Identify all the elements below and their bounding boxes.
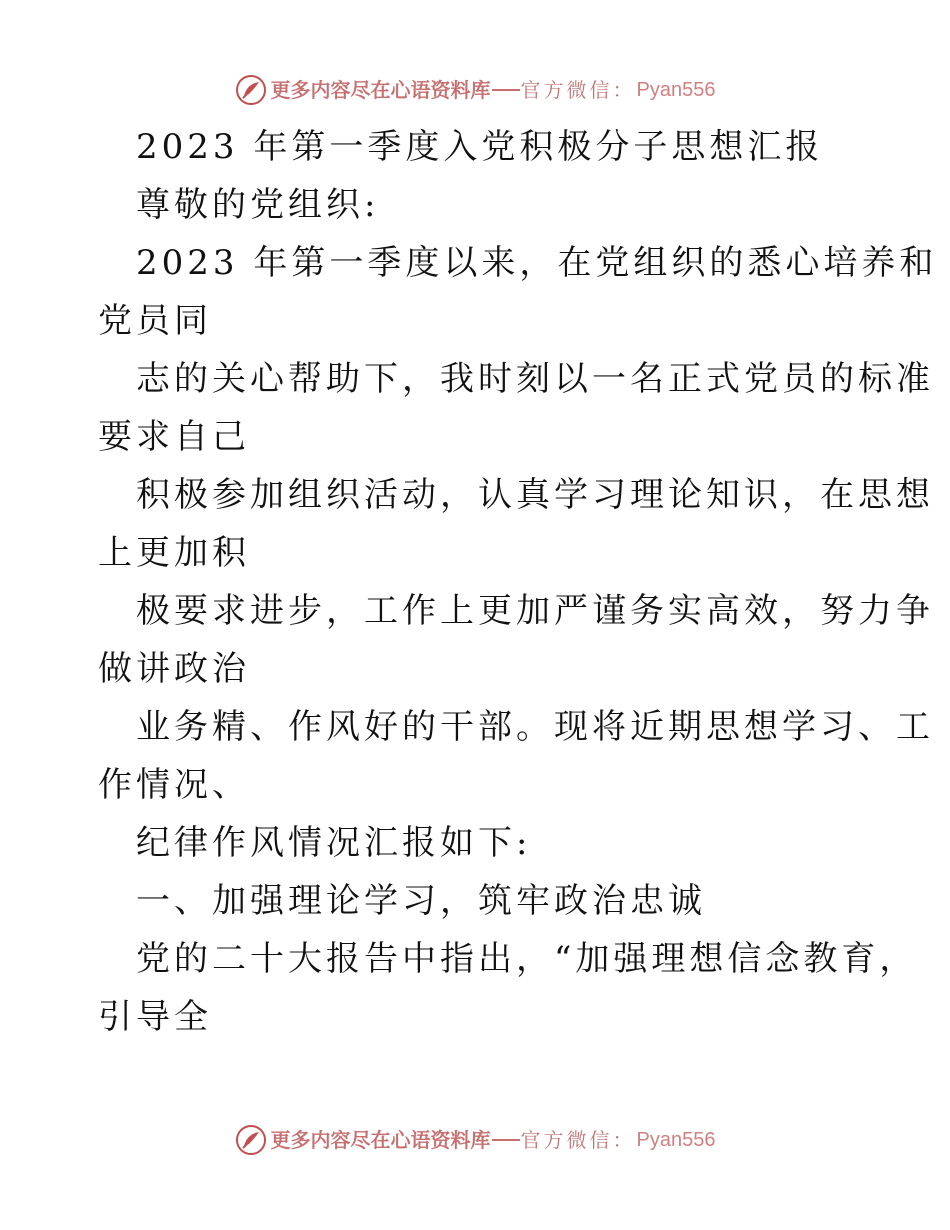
text-line: 要求自己 [98, 417, 250, 457]
footer-watermark [0, 1120, 950, 1160]
header-watermark [0, 70, 950, 110]
text-line: 做讲政治 [98, 649, 250, 689]
text-line: 积极参加组织活动，认真学习理论知识，在思想 [136, 475, 934, 515]
watermark-id: Pyan556 [636, 1129, 716, 1151]
pen-logo-icon [235, 74, 267, 106]
text-line: 志的关心帮助下，我时刻以一名正式党员的标准 [136, 359, 934, 399]
watermark-official-text: 官方微信 [520, 78, 613, 102]
text-line: 极要求进步，工作上更加严谨务实高效，努力争 [136, 591, 934, 631]
watermark-id: Pyan556 [636, 79, 716, 101]
document-body [98, 118, 938, 1046]
watermark-dash [492, 1139, 520, 1141]
text-line: 作情况、 [98, 765, 250, 805]
text-line: 业务精、作风好的干部。现将近期思想学习、工 [136, 707, 934, 747]
text-line: 党的二十大报告中指出，“加强理想信念教育， [136, 939, 918, 979]
text-line: 2023 年第一季度以来，在党组织的悉心培养和 [136, 243, 938, 283]
text-line: 纪律作风情况汇报如下: [136, 823, 532, 863]
watermark-colon: ： [612, 1128, 633, 1152]
pen-logo-icon [235, 1124, 267, 1156]
watermark-dash [492, 89, 520, 91]
document-title: 2023 年第一季度入党积极分子思想汇报 [136, 127, 824, 167]
section-heading: 一、加强理论学习，筑牢政治忠诚 [136, 881, 706, 921]
watermark-official-text: 官方微信 [520, 1128, 613, 1152]
watermark-main-text: 更多内容尽在心语资料库 [270, 1128, 491, 1152]
text-line: 上更加积 [98, 533, 250, 573]
salutation: 尊敬的党组织: [136, 185, 380, 225]
watermark-main-text: 更多内容尽在心语资料库 [270, 78, 491, 102]
text-line: 引导全 [98, 997, 212, 1037]
watermark-colon: ： [612, 78, 633, 102]
text-line: 党员同 [98, 301, 212, 341]
